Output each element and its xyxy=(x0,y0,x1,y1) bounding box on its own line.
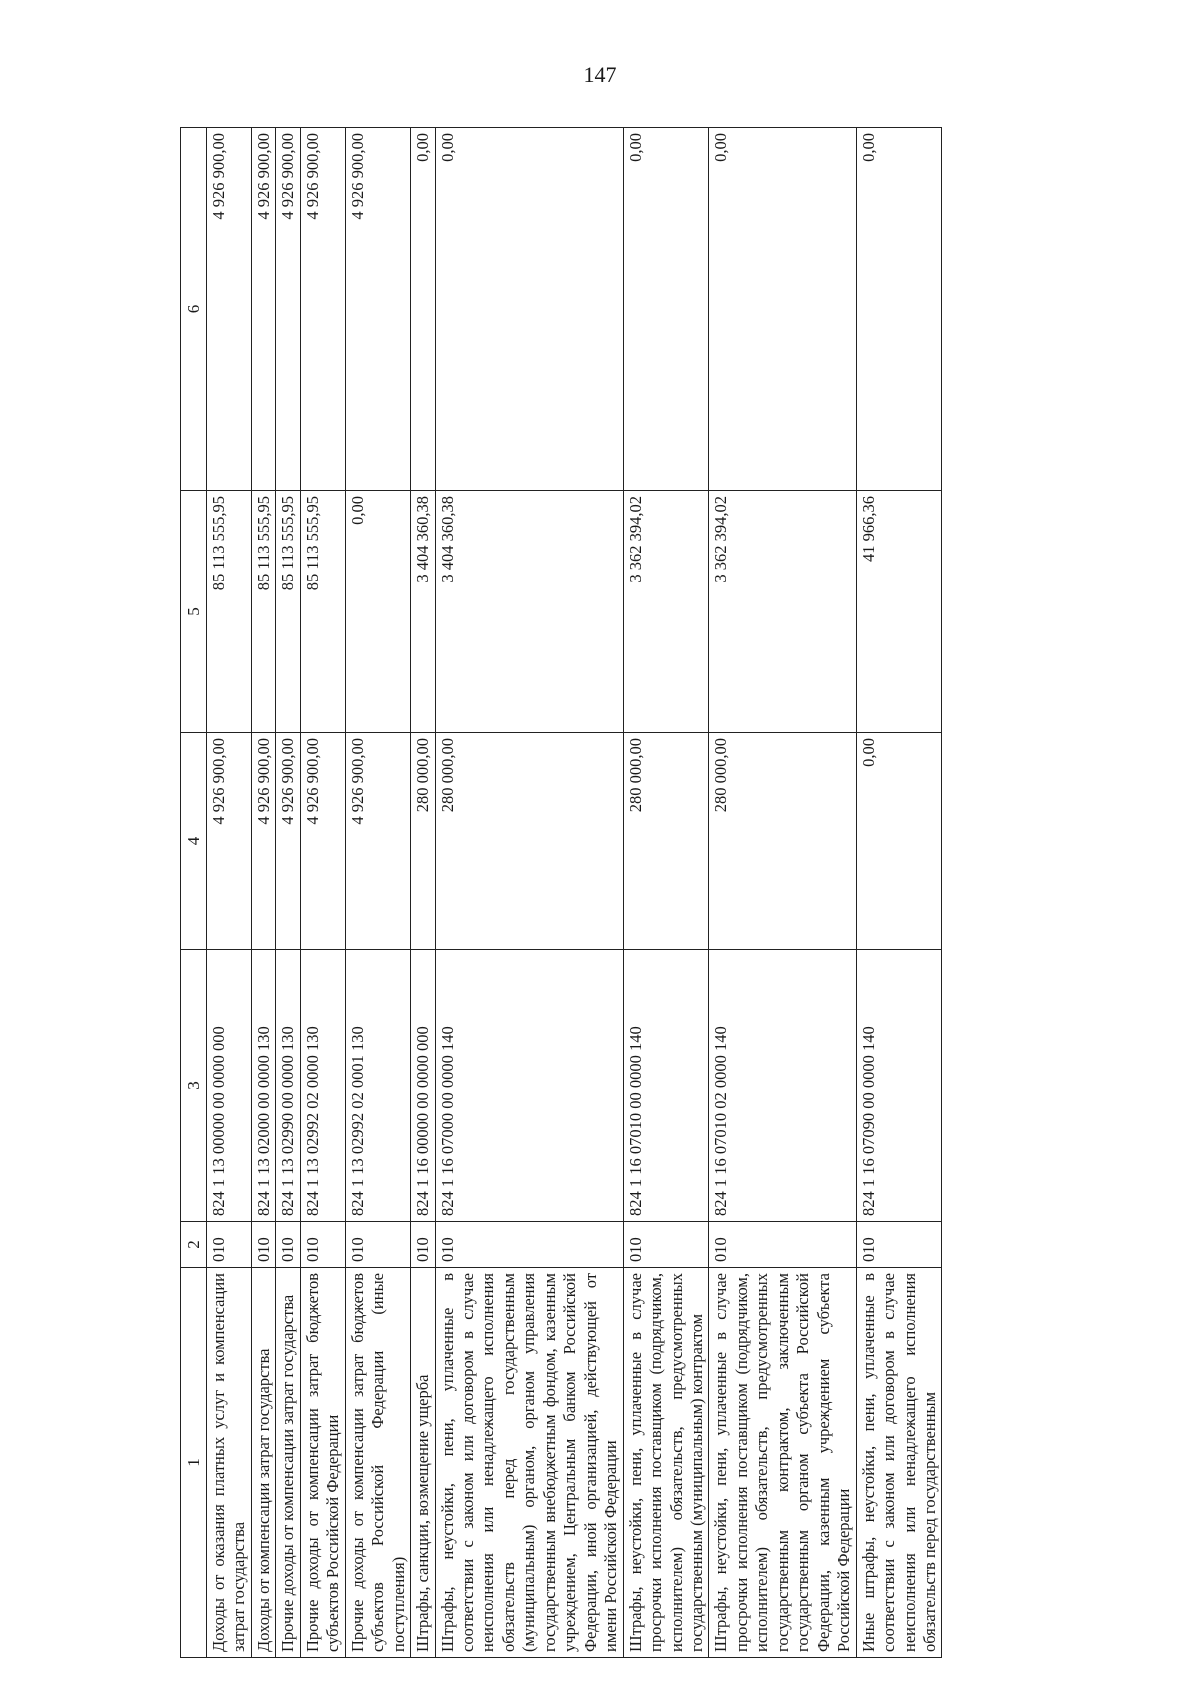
row-executed-cell: 41 966,36 xyxy=(856,491,942,733)
row-code-cell: 010 xyxy=(345,1222,410,1268)
row-approved-cell: 4 926 900,00 xyxy=(300,733,345,950)
row-approved-cell: 4 926 900,00 xyxy=(207,733,252,950)
row-code-cell: 010 xyxy=(856,1222,942,1268)
table-row xyxy=(207,128,252,1658)
row-code-cell: 010 xyxy=(300,1222,345,1268)
row-name-cell: Штрафы, неустойки, пени, уплаченные в случае просрочки исполнения поставщиком (подрядчиком, исполнителем) обязательств, предусмотренных государственным контрактом, заключенным государственным органом субъекта Российской Федерации, казенным учреждением субъекта Российской Федерации xyxy=(709,1268,856,1658)
row-not-executed-cell: 0,00 xyxy=(411,128,435,491)
header-col-3: 3 xyxy=(181,950,207,1222)
row-name-cell: Доходы от компенсации затрат государства xyxy=(251,1268,275,1658)
header-col-6: 6 xyxy=(181,128,207,491)
row-code-cell: 010 xyxy=(709,1222,856,1268)
row-executed-cell: 3 362 394,02 xyxy=(709,491,856,733)
table-row xyxy=(709,128,856,1658)
row-approved-cell: 4 926 900,00 xyxy=(276,733,300,950)
row-name-cell: Прочие доходы от компенсации затрат бюджетов субъектов Российской Федерации xyxy=(300,1268,345,1658)
table-row xyxy=(623,128,709,1658)
table-row xyxy=(435,128,623,1658)
row-kbk-cell: 824 1 16 07010 00 0000 140 xyxy=(623,950,709,1222)
row-kbk-cell: 824 1 13 02992 02 0000 130 xyxy=(300,950,345,1222)
row-code-cell: 010 xyxy=(623,1222,709,1268)
row-approved-cell: 280 000,00 xyxy=(435,733,623,950)
row-executed-cell: 3 404 360,38 xyxy=(411,491,435,733)
table-row xyxy=(300,128,345,1658)
header-col-1: 1 xyxy=(181,1268,207,1658)
row-not-executed-cell: 0,00 xyxy=(435,128,623,491)
row-approved-cell: 4 926 900,00 xyxy=(251,733,275,950)
row-code-cell: 010 xyxy=(435,1222,623,1268)
row-not-executed-cell: 4 926 900,00 xyxy=(345,128,410,491)
row-executed-cell: 85 113 555,95 xyxy=(276,491,300,733)
row-name-cell: Прочие доходы от компенсации затрат бюджетов субъектов Российской Федерации (иные поступления) xyxy=(345,1268,410,1658)
row-kbk-cell: 824 1 13 00000 00 0000 000 xyxy=(207,950,252,1222)
row-name-cell: Штрафы, неустойки, пени, уплаченные в случае просрочки исполнения поставщиком (подрядчиком, исполнителем) обязательств, предусмотренных государственным (муниципальным) контрактом xyxy=(623,1268,709,1658)
row-approved-cell: 0,00 xyxy=(856,733,942,950)
row-executed-cell: 0,00 xyxy=(345,491,410,733)
header-col-5: 5 xyxy=(181,491,207,733)
row-name-cell: Иные штрафы, неустойки, пени, уплаченные в соответствии с законом или договором в случае неисполнения или ненадлежащего исполнения обязательств перед государственным xyxy=(856,1268,942,1658)
header-col-4: 4 xyxy=(181,733,207,950)
table-header-row xyxy=(181,128,207,1658)
row-code-cell: 010 xyxy=(207,1222,252,1268)
row-kbk-cell: 824 1 16 07000 00 0000 140 xyxy=(435,950,623,1222)
row-approved-cell: 280 000,00 xyxy=(411,733,435,950)
rotated-table-container xyxy=(180,128,1050,1658)
row-kbk-cell: 824 1 13 02990 00 0000 130 xyxy=(276,950,300,1222)
row-code-cell: 010 xyxy=(276,1222,300,1268)
table-row xyxy=(345,128,410,1658)
page-number: 147 xyxy=(583,62,617,87)
table-row xyxy=(856,128,942,1658)
row-executed-cell: 85 113 555,95 xyxy=(300,491,345,733)
row-name-cell: Прочие доходы от компенсации затрат государства xyxy=(276,1268,300,1658)
row-kbk-cell: 824 1 13 02000 00 0000 130 xyxy=(251,950,275,1222)
row-not-executed-cell: 0,00 xyxy=(623,128,709,491)
row-kbk-cell: 824 1 16 07090 00 0000 140 xyxy=(856,950,942,1222)
row-not-executed-cell: 4 926 900,00 xyxy=(276,128,300,491)
table-row xyxy=(276,128,300,1658)
row-not-executed-cell: 0,00 xyxy=(856,128,942,491)
row-approved-cell: 4 926 900,00 xyxy=(345,733,410,950)
table-viewport xyxy=(180,128,1050,1658)
row-not-executed-cell: 4 926 900,00 xyxy=(251,128,275,491)
row-not-executed-cell: 4 926 900,00 xyxy=(207,128,252,491)
row-not-executed-cell: 0,00 xyxy=(709,128,856,491)
row-code-cell: 010 xyxy=(411,1222,435,1268)
row-approved-cell: 280 000,00 xyxy=(623,733,709,950)
row-executed-cell: 85 113 555,95 xyxy=(207,491,252,733)
row-kbk-cell: 824 1 16 00000 00 0000 000 xyxy=(411,950,435,1222)
row-name-cell: Штрафы, неустойки, пени, уплаченные в соответствии с законом или договором в случае неисполнения или ненадлежащего исполнения обязательств перед государственным (муниципальным) органом, органом управления государственным внебюджетным фондом, казенным учреждением, Центральным банком Российской Федерации, иной организацией, действующей от имени Российской Федерации xyxy=(435,1268,623,1658)
row-executed-cell: 3 362 394,02 xyxy=(623,491,709,733)
row-name-cell: Доходы от оказания платных услуг и компенсации затрат государства xyxy=(207,1268,252,1658)
table-row xyxy=(251,128,275,1658)
table-row xyxy=(411,128,435,1658)
row-kbk-cell: 824 1 16 07010 02 0000 140 xyxy=(709,950,856,1222)
row-executed-cell: 85 113 555,95 xyxy=(251,491,275,733)
row-code-cell: 010 xyxy=(251,1222,275,1268)
row-approved-cell: 280 000,00 xyxy=(709,733,856,950)
row-executed-cell: 3 404 360,38 xyxy=(435,491,623,733)
header-col-2: 2 xyxy=(181,1222,207,1268)
row-kbk-cell: 824 1 13 02992 02 0001 130 xyxy=(345,950,410,1222)
budget-revenue-table xyxy=(180,127,942,1658)
row-name-cell: Штрафы, санкции, возмещение ущерба xyxy=(411,1268,435,1658)
row-not-executed-cell: 4 926 900,00 xyxy=(300,128,345,491)
